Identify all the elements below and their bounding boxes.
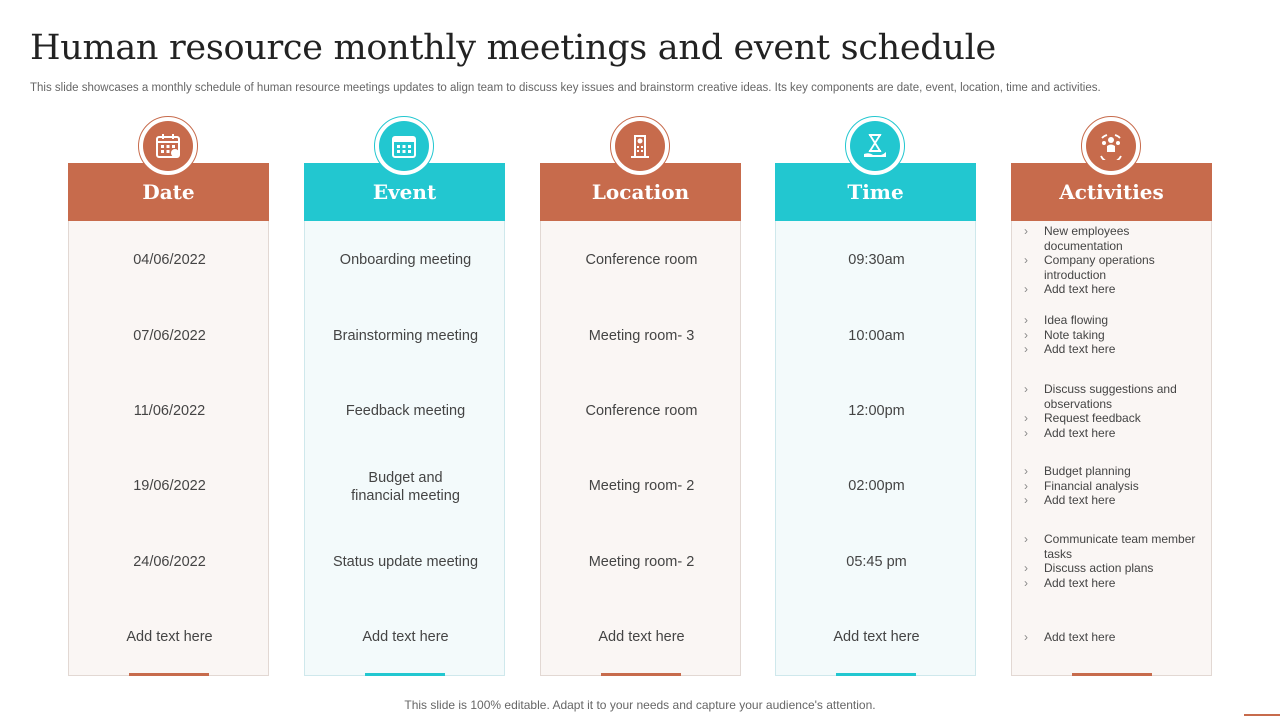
activities-column-body [1011,221,1212,676]
activity-item: › Add text here [1024,342,1209,357]
location-cell: Meeting room- 3 [588,328,695,344]
activity-item: › Add text here [1024,282,1209,297]
accent-bar [836,673,916,676]
event-column [304,163,505,676]
location-column-body [540,221,741,676]
date-cell: 11/06/2022 [133,403,206,419]
date-column-body [68,221,269,676]
activity-item: › Note taking [1024,328,1209,343]
activity-item: › Add text here [1024,426,1209,441]
activity-list [1024,532,1209,590]
date-header: Date [68,163,269,221]
time-column-body [775,221,976,676]
time-cell: Add text here [833,629,920,645]
accent-bar [129,673,209,676]
activity-item: › Idea flowing [1024,313,1209,328]
activity-item: › Company operations introduction [1024,253,1209,282]
accent-bar [1072,673,1152,676]
page-title: Human resource monthly meetings and event schedule [30,28,996,68]
date-cell: 07/06/2022 [133,328,206,344]
hourglass-icon [845,116,905,176]
location-cell: Conference room [585,403,698,419]
activity-item: › New employees documentation [1024,224,1209,253]
time-header: Time [775,163,976,221]
footer-note: This slide is 100% editable. Adapt it to your needs and capture your audience's attention. [404,698,876,712]
activity-item: › Request feedback [1024,411,1209,426]
time-cell: 12:00pm [848,403,905,419]
location-cell: Meeting room- 2 [588,478,695,494]
activity-item: › Add text here [1024,630,1209,645]
activity-list [1024,630,1209,645]
activity-item: › Add text here [1024,493,1209,508]
accent-bar [601,673,681,676]
activity-item: › Financial analysis [1024,479,1209,494]
calendar-event-icon [374,116,434,176]
location-column [540,163,741,676]
location-cell: Meeting room- 2 [588,554,695,570]
event-cell: Feedback meeting [345,403,466,419]
activity-list [1024,224,1209,297]
date-cell: Add text here [126,629,213,645]
event-cell: Status update meeting [332,554,479,570]
location-cell: Add text here [598,629,685,645]
event-cell: Brainstorming meeting [332,328,479,344]
activities-column [1011,163,1212,676]
activity-list [1024,382,1209,440]
time-cell: 05:45 pm [846,554,907,570]
activity-item: › Discuss suggestions and observations [1024,382,1209,411]
accent-bar [365,673,445,676]
activity-item: › Discuss action plans [1024,561,1209,576]
team-icon [1081,116,1141,176]
building-location-icon [610,116,670,176]
activity-item: › Add text here [1024,576,1209,591]
calendar-icon [138,116,198,176]
event-column-body [304,221,505,676]
event-cell: financial meeting [351,488,460,504]
event-cell: Budget and [368,470,443,486]
time-cell: 02:00pm [848,478,905,494]
date-cell: 24/06/2022 [133,554,206,570]
activity-item: › Budget planning [1024,464,1209,479]
location-header: Location [540,163,741,221]
event-cell: Add text here [362,629,449,645]
activity-list [1024,464,1209,508]
activity-item: › Communicate team member tasks [1024,532,1209,561]
date-cell: 04/06/2022 [133,252,206,268]
location-cell: Conference room [585,252,698,268]
activity-list [1024,313,1209,357]
time-column [775,163,976,676]
corner-accent-line [1244,714,1280,716]
time-cell: 09:30am [848,252,905,268]
event-cell: Onboarding meeting [339,252,472,268]
time-cell: 10:00am [848,328,905,344]
activities-header: Activities [1011,163,1212,221]
date-column [68,163,269,676]
page-subtitle: This slide showcases a monthly schedule of human resource meetings updates to align team to discuss key issues and brainstorm creative ideas. Its key components are date, event, location, time and activities. [30,82,1101,94]
date-cell: 19/06/2022 [133,478,206,494]
event-header: Event [304,163,505,221]
